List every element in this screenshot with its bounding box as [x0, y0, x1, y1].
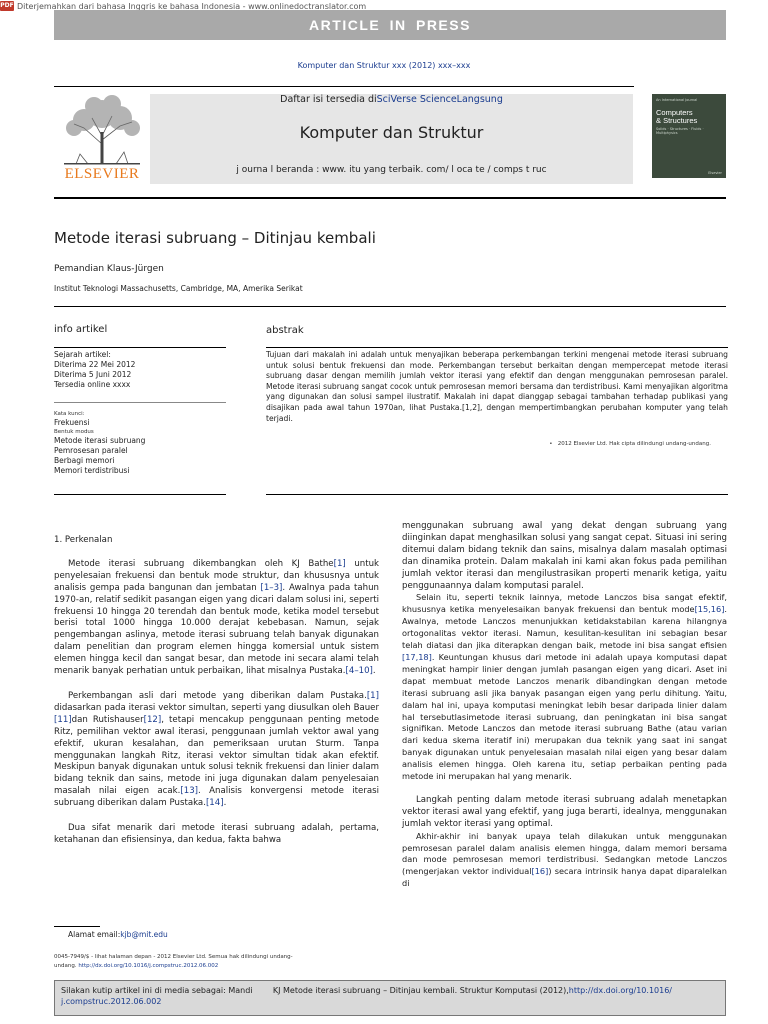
journal-name: Komputer dan Struktur — [299, 123, 484, 142]
reference-link[interactable]: [15,16] — [694, 604, 725, 615]
cover-publisher: Elsevier — [708, 171, 722, 175]
abstract-rule-bottom — [266, 494, 728, 495]
cover-title — [656, 109, 722, 125]
text-run: Akhir-akhir ini banyak upaya telah dilakukan untuk menggunakan pemrosesan paralel dalam analisis elemen hingga, dalam memori bersama dan mode pemrosesan memori terdistribusi. Sedangkan metode Lanczos (mengerjakan vektor individual — [402, 830, 727, 877]
info-rule-bottom — [54, 494, 226, 495]
paragraph: menggunakan subruang awal yang dekat dengan subruang yang diinginkan dapat menghasilkan solusi yang sangat cepat. Situasi ini sering ditemui dalam bidang teknik dan sains, misalnya dalam masalah optimasi dan dinamika protein. Dalam makalah ini kami akan fokus pada pemilihan jumlah vektor iterasi dan mengilustrasikan properti menarik ketiga, yaitu penggunaannya dalam komputasi paralel. — [402, 521, 727, 591]
reference-link[interactable]: [1] — [333, 558, 346, 569]
keyword: Frekuensi — [54, 418, 90, 427]
email-label: Alamat email: — [68, 930, 121, 939]
keyword: Berbagi memori — [54, 456, 115, 465]
text-run: , tetapi mencakup penggunaan penting metode Ritz, pemilihan vektor awal iterasi, penggunaan jumlah vektor awal yang efektif, ukuran kesalahan, dan pemeriksaan urutan Sturm. Tanpa menggunakan langkah Ritz, iterasi vektor simultan tidak akan efektif. Meskipun banyak digunakan untuk solusi teknik frekuensi dan linier dalam bidang teknik dan sains, metode ini juga digunakan dalam penyelesaian masalah nilai eigen acak. — [54, 714, 379, 797]
cite-doi-link[interactable]: http://dx.doi.org/10.1016/ j.compstruc.2012.06.002 — [61, 986, 672, 1006]
issn-text: 0045-7949/$ - lihat halaman depan - 2012 Elsevier Ltd. Semua hak dilindungi undang- — [54, 954, 293, 960]
cite-text: Silakan kutip artikel ini di media sebagai: Mandi KJ Metode iterasi subruang – Ditinjau kembali. Struktur Komputasi (2012), — [61, 986, 569, 995]
masthead-bottom-rule — [54, 197, 726, 199]
copyright-line: • 2012 Elsevier Ltd. Hak cipta dilindungi undang-undang. — [549, 441, 711, 447]
reference-link[interactable]: [11] — [54, 714, 72, 725]
reference-link[interactable]: [13] — [180, 786, 199, 797]
text-run: dan Rutishauser — [71, 714, 144, 725]
reference-link[interactable]: [17,18] — [402, 651, 432, 662]
body-left-column — [54, 535, 379, 847]
reference-link[interactable]: [1–3] — [260, 582, 283, 593]
sciverse-link[interactable]: SciVerse ScienceLangsung — [376, 94, 503, 105]
text-run: . Keuntungan khusus dari metode ini adalah upaya komputasi dapat meningkat hampir linier dengan jumlah pasangan eigen yang dicari. Aset ini dapat membuat metode Lanczos menarik dibandingkan dengan metode iterasi subruang asli jika banyak pasangan eigen yang perlu dihitung. Yaitu, dalam hal ini, upaya komputasi meningkat lebih besar daripada linier dalam hal tersebutlasimetode iterasi subruang, dan peningkatan ini bisa sangat signifikan. Metode Lanczos dan metode iterasi subruang Bathe (atau varian dari kedua skema iteratif ini) merupakan dua teknik yang saat ini sangat banyak digunakan untuk penyelesaian masalah nilai eigen yang besar dalam analisis elemen hingga. Oleh karena itu, setiap perbaikan penting pada metode ini merupakan hal yang menarik. — [402, 651, 727, 782]
footnote-rule — [54, 926, 100, 927]
reference-link[interactable]: [16] — [531, 866, 549, 877]
text-run: . Awalnya pada tahun 1970-an, relatif sedikit pasangan eigen yang dicari dalam solusi ini, seperti frekuensi 10 hingga 20 terendah dan bentuk mode, ketika model tersebut berisi total 1000 hingga 10.000 derajat kebebasan. Namun, sejak pengembangan aslinya, metode iterasi subruang telah banyak digunakan dalam penelitian dan program elemen hingga komersial untuk sistem elemen hingga kecil dan sangat besar, dan metode ini secara alami telah menarik banyak perhatian untuk perbaikan, lihat misalnya Pustaka. — [54, 582, 380, 677]
keywords — [54, 410, 226, 476]
paragraph: Dua sifat menarik dari metode iterasi subruang adalah, pertama, ketahanan dan efisiensinya, dan kedua, fakta bahwa — [54, 823, 379, 845]
email-link[interactable]: kjb@mit.edu — [120, 930, 168, 939]
text-run: didasarkan pada iterasi vektor simultan, seperti yang diusulkan oleh Bauer — [54, 702, 379, 713]
text-run: . Awalnya, metode Lanczos menunjukkan ketidakstabilan karena hilangnya ortogonalitas vektor iterasi. Namun, kesulitan-kesulitan ini sebagian besar telah diatasi dan jika diterapkan dengan baik, metode ini bisa sangat efisien — [402, 604, 727, 651]
keyword: Pemrosesan paralel — [54, 446, 128, 455]
text-run: . — [372, 666, 376, 677]
abstract-heading: abstrak — [266, 325, 304, 336]
paragraph — [402, 592, 727, 783]
text-run: . — [223, 798, 227, 809]
cover-title-line2: & Structures — [656, 116, 698, 125]
article-info-heading: info artikel — [54, 324, 108, 335]
journal-cover[interactable] — [652, 94, 726, 178]
keywords-label: Kata kunci: — [54, 411, 85, 417]
section-heading: 1. Perkenalan — [54, 535, 113, 545]
elsevier-tree-icon — [54, 94, 150, 166]
history-item: Diterima 22 Mei 2012 — [54, 360, 136, 369]
citation-box — [54, 980, 726, 1016]
article-in-press-banner: ARTICLE IN PRESS — [54, 10, 726, 40]
cover-intl: An International Journal — [656, 98, 698, 102]
abstract-rule-top — [266, 347, 728, 348]
paragraph — [402, 831, 727, 891]
title-bottom-rule — [54, 306, 726, 307]
text-run: Perkembangan asli dari metode yang diberikan dalam Pustaka. — [68, 690, 367, 701]
journal-homepage[interactable]: j ourna l beranda : www. itu yang terbaik. com/ l oca te / comps t ruc — [236, 165, 547, 175]
body-right-column — [402, 521, 727, 890]
info-rule-mid — [54, 402, 226, 403]
issn-text-2 — [54, 962, 354, 971]
author-name: Pemandian Klaus-Jürgen — [54, 264, 164, 274]
pdf-icon: PDF — [0, 2, 14, 9]
sciverse-prefix: Daftar isi tersedia di — [280, 94, 377, 105]
email-footnote — [68, 930, 168, 939]
keyword: Metode iterasi subruang — [54, 436, 146, 445]
history-item: Diterima 5 Juni 2012 — [54, 370, 132, 379]
text-run: undang. — [54, 963, 79, 969]
reference-link[interactable]: [12] — [143, 714, 162, 725]
affiliation: Institut Teknologi Massachusetts, Cambridge, MA, Amerika Serikat — [54, 284, 303, 293]
cover-title-line1: Computers — [656, 108, 693, 117]
masthead-center — [150, 94, 633, 184]
keyword: Bentuk modus — [54, 429, 94, 435]
text-run: untuk penyelesaian frekuensi dan bentuk mode struktur, dan khususnya untuk analisis gempa pada bangunan dan jembatan — [54, 558, 380, 593]
cover-subtitle: Solids · Structures · Fluids · Multiphysics — [656, 127, 704, 135]
paragraph — [54, 691, 379, 810]
masthead — [54, 94, 726, 184]
elsevier-wordmark: ELSEVIER — [64, 166, 140, 182]
abstract-text: Tujuan dari makalah ini adalah untuk menyajikan beberapa perkembangan terkini mengenai metode iterasi subruang untuk solusi bentuk frekuensi dan mode. Perkembangan tersebut berkaitan dengan mempercepat metode iterasi subruang dasar dengan memilih jumlah vektor iterasi yang efektif dan dengan menggunakan pemrosesan paralel. Metode iterasi subruang sangat cocok untuk pemrosesan memori bersama dan terdistribusi. Kami menyajikan algoritma yang digunakan dan solusi sampel ilustratif. Makalah ini dapat dianggap sebagai tambahan terhadap publikasi yang disajikan pada awal tahun 1970an, lihat Pustaka.[1,2], dengan mempertimbangkan perubahan komputer yang telah terjadi. — [266, 350, 728, 423]
reference-link[interactable]: [4–10] — [345, 666, 373, 677]
elsevier-logo — [54, 94, 150, 184]
contents-list-line — [150, 94, 633, 105]
paragraph: Langkah penting dalam metode iterasi subruang adalah menetapkan vektor iterasi awal yang efektif, yang juga berarti, idealnya, menggunakan jumlah vektor iterasi yang optimal. — [402, 794, 727, 829]
paragraph — [54, 559, 379, 678]
article-history — [54, 350, 226, 390]
header-rule — [54, 86, 634, 87]
text-run: ) secara intrinsik hanya dapat diparalelkan di — [402, 866, 727, 889]
translator-note[interactable]: Diterjemahkan dari bahasa Inggris ke bahasa Indonesia - www.onlinedoctranslator.com — [17, 1, 367, 11]
text-run: . Analisis konvergensi metode iterasi subruang diberikan dalam Pustaka. — [54, 786, 379, 809]
info-rule-top — [54, 347, 226, 348]
doi-link[interactable]: http://dx.doi.org/10.1016/j.compstruc.2012.06.002 — [78, 963, 219, 969]
copyright-text: 2012 Elsevier Ltd. Hak cipta dilindungi undang-undang. — [557, 441, 711, 447]
reference-link[interactable]: [14] — [205, 798, 224, 809]
text-run: Metode iterasi subruang dikembangkan oleh KJ Bathe — [68, 558, 334, 569]
history-item: Tersedia online xxxx — [54, 380, 131, 389]
reference-link[interactable]: [1] — [366, 690, 379, 701]
article-title: Metode iterasi subruang – Ditinjau kembali — [54, 229, 376, 247]
keyword: Memori terdistribusi — [54, 466, 130, 475]
citation-header[interactable]: Komputer dan Struktur xxx (2012) xxx–xxx — [297, 61, 471, 70]
text-run: Selain itu, seperti teknik lainnya, metode Lanczos bisa sangat efektif, khususnya ketika menyelesaikan banyak frekuensi dan bentuk mode — [402, 592, 727, 615]
issn-line — [54, 953, 354, 971]
history-label: Sejarah artikel: — [54, 350, 111, 359]
